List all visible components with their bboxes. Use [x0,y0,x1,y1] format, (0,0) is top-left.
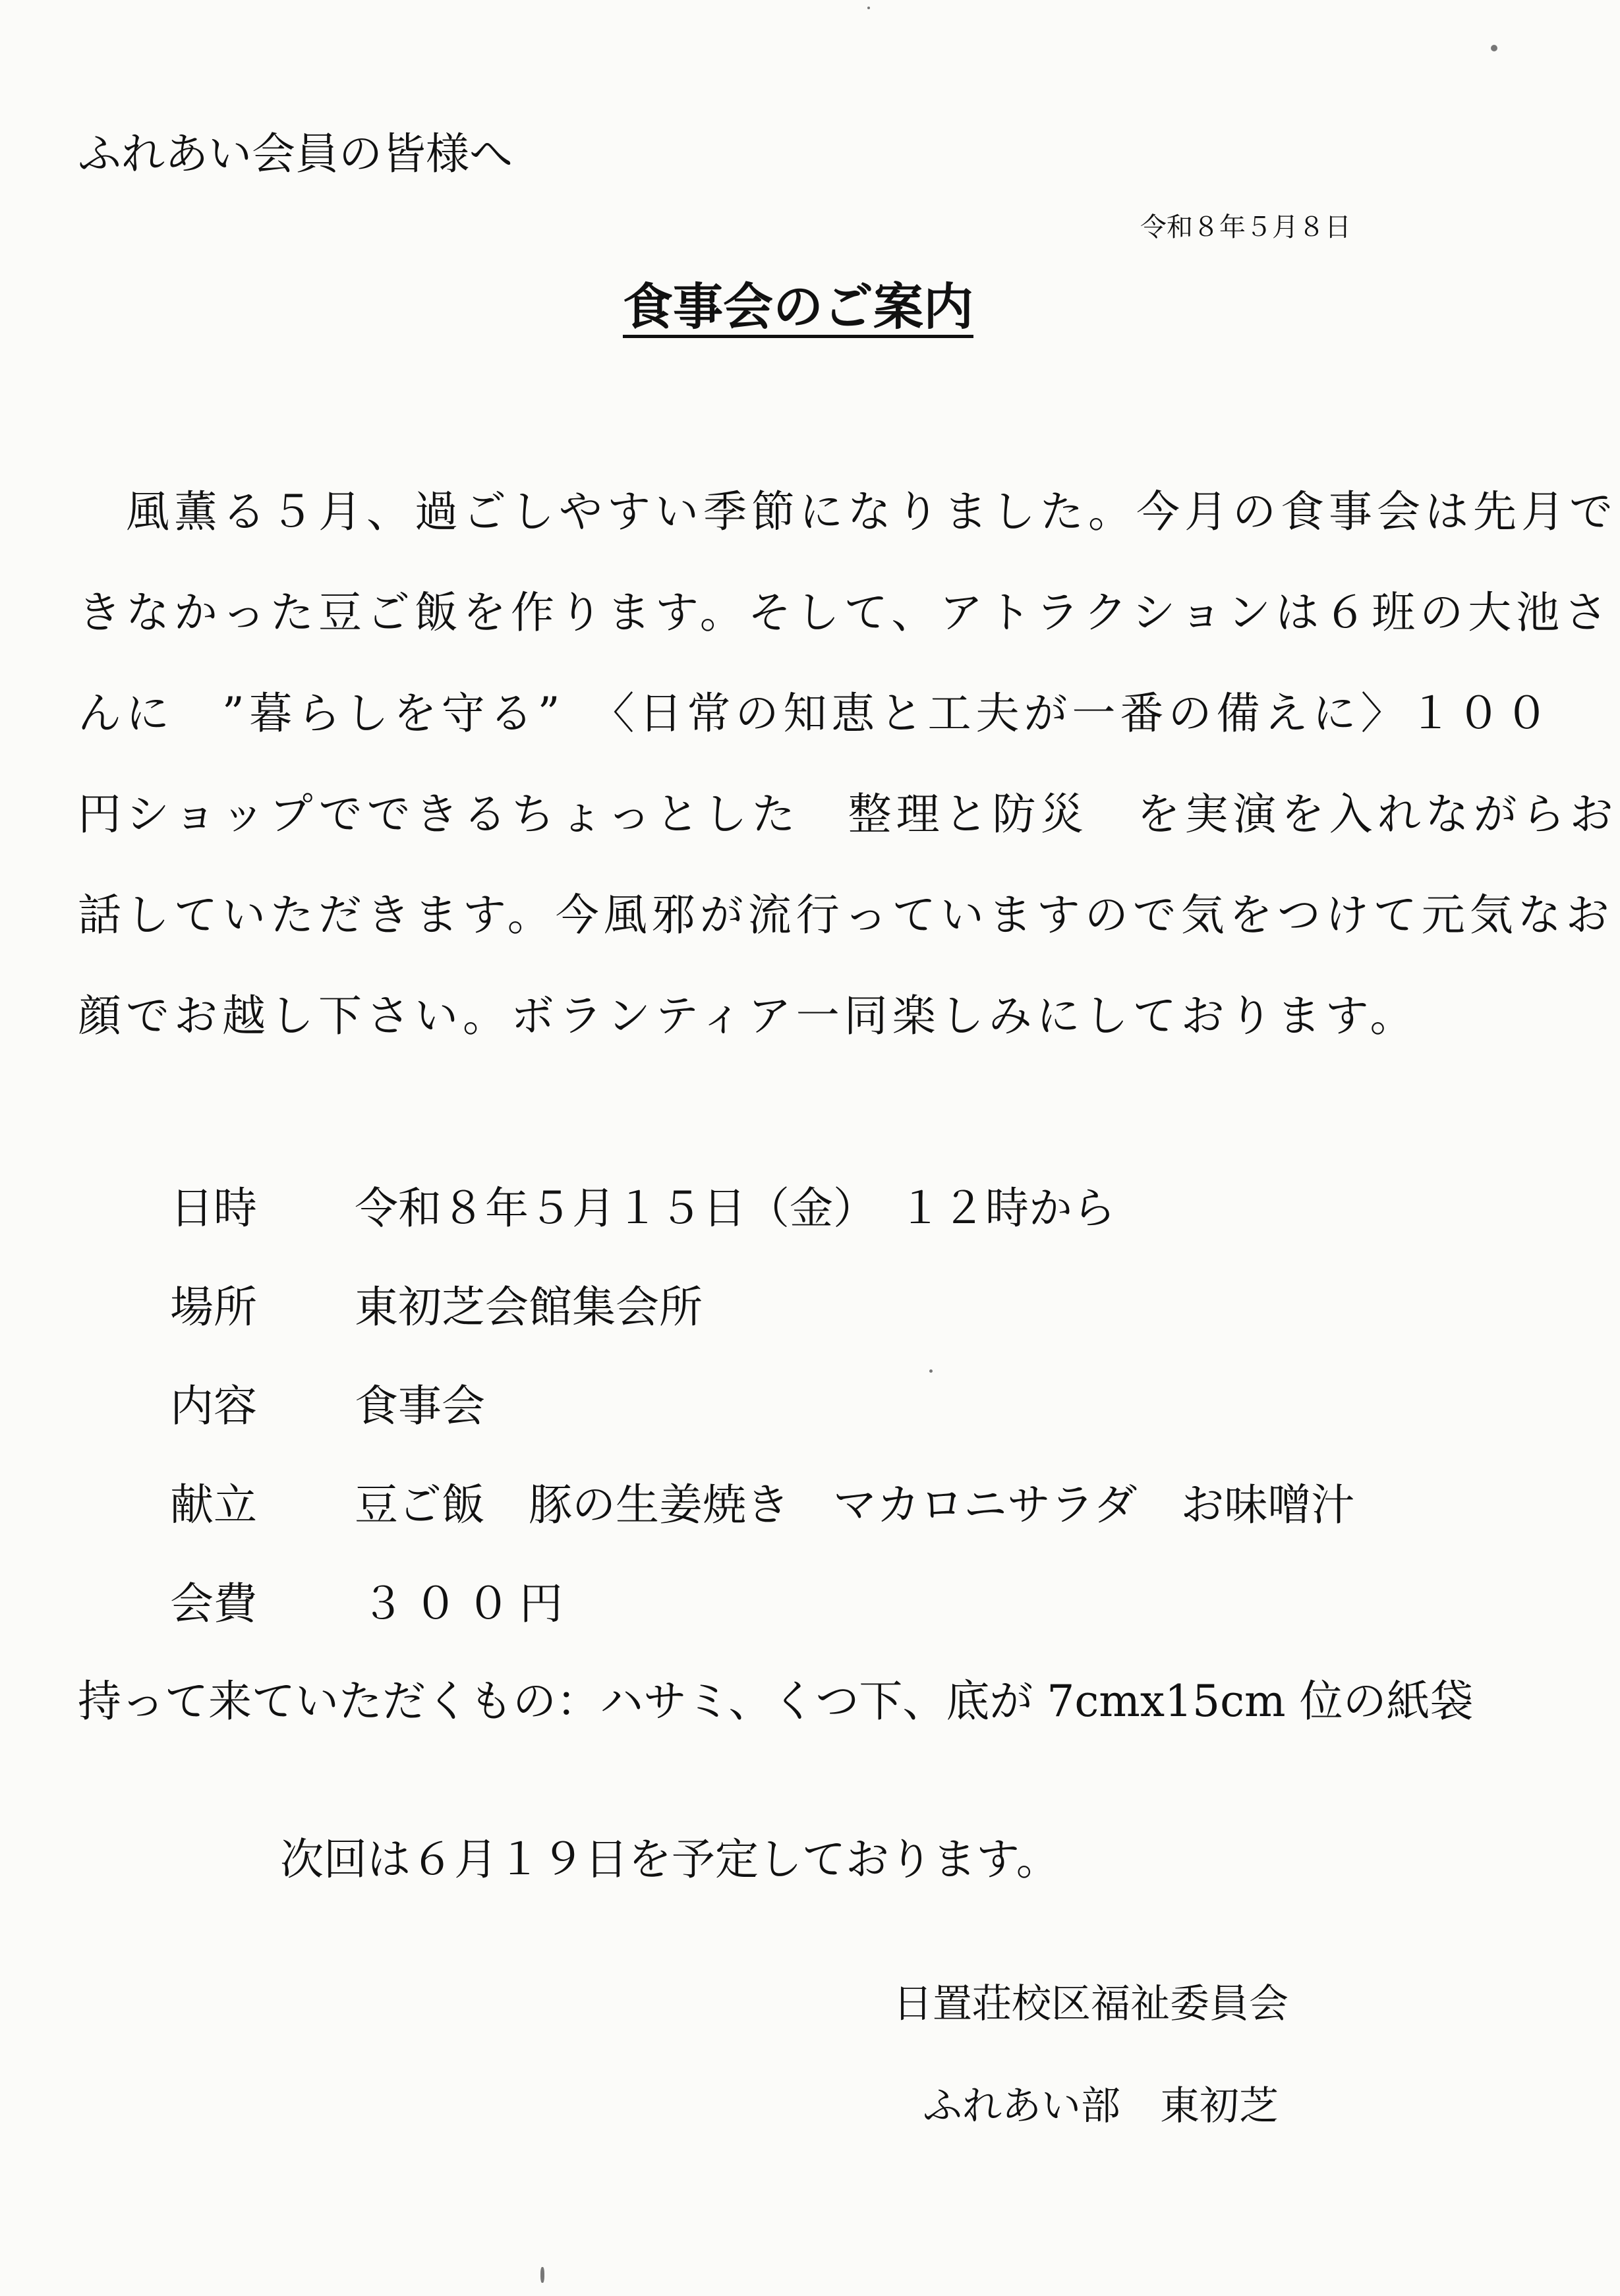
detail-value-place: 東初芝会館集会所 [355,1282,703,1333]
body-line: 風薫る５月、過ごしやすい季節になりました。今月の食事会は先月で [78,486,1617,537]
organization-name: 日置荘校区福祉委員会 [893,1981,1288,2027]
detail-value-menu: 豆ご飯 豚の生姜焼き マカロニサラダ お味噌汁 [355,1479,1355,1530]
next-meeting-note: 次回は６月１９日を予定しております。 [280,1834,1060,1885]
detail-value-fee: ３００円 [361,1578,572,1629]
body-line: きなかった豆ご飯を作ります。そして、アトラクションは６班の大池さ [78,587,1613,638]
document-title: 食事会のご案内 [623,277,973,336]
body-paragraph [78,461,1618,1066]
body-line: 話していただきます。今風邪が流行っていますので気をつけて元気なお [78,890,1614,940]
scan-speck [867,7,870,9]
body-line: んに ”暮らしを守る” 〈日常の知恵と工夫が一番の備えに〉１００ [78,688,1553,739]
body-line: 円ショップでできるちょっとした 整理と防災 を実演を入れながらお [78,789,1618,840]
body-line: 顔でお越し下さい。ボランティア一同楽しみにしております。 [78,990,1418,1041]
detail-label-fee: 会費 [170,1578,257,1629]
detail-value-datetime: 令和８年５月１５日（金） １２時から [355,1183,1116,1234]
addressee: ふれあい会員の皆様へ [78,129,513,179]
issue-date: 令和８年５月８日 [1140,212,1351,243]
scan-speck [1491,45,1497,51]
detail-label-datetime: 日時 [170,1183,257,1234]
detail-label-menu: 献立 [170,1479,257,1530]
items-to-bring: 持って来ていただくもの：ハサミ、くつ下、底が 7cmx15cm 位の紙袋 [78,1676,1474,1727]
detail-label-content: 内容 [170,1381,257,1431]
scan-speck [929,1369,933,1373]
scan-speck [540,2267,544,2283]
detail-label-place: 場所 [170,1282,257,1333]
detail-value-content: 食事会 [355,1381,485,1431]
department-name: ふれあい部 東初芝 [923,2083,1279,2129]
